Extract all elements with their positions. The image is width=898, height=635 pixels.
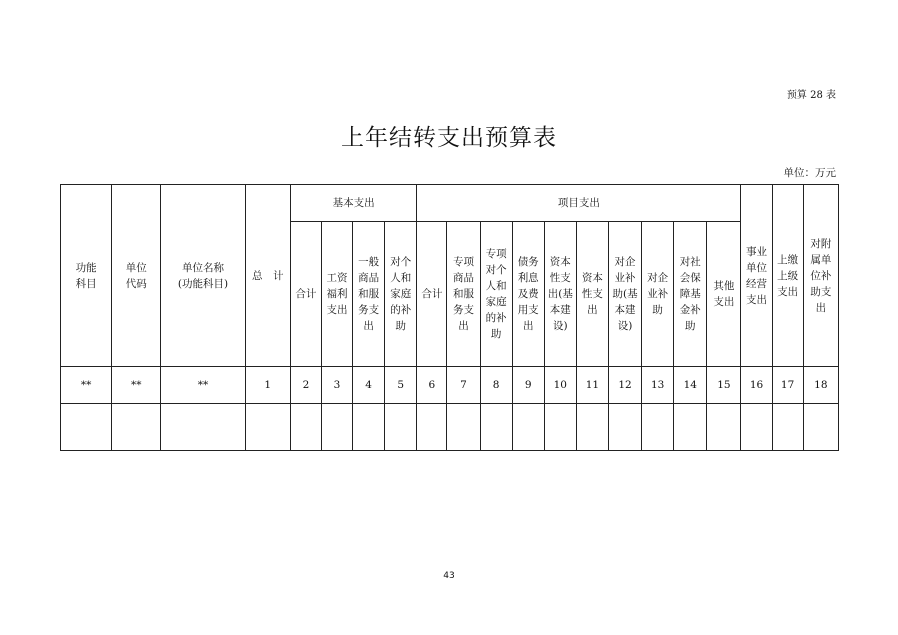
header-basic-expense: 基本支出 xyxy=(290,185,416,222)
index-cell: 1 xyxy=(245,367,290,404)
header-subsidy-affiliated: 对附 属单 位补 助支 出 xyxy=(803,185,838,367)
empty-cell xyxy=(417,404,447,451)
empty-cell xyxy=(245,404,290,451)
empty-cell xyxy=(803,404,838,451)
empty-cell xyxy=(576,404,608,451)
index-cell: ** xyxy=(112,367,161,404)
header-business-operation: 事业 单位 经营 支出 xyxy=(741,185,772,367)
budget-table xyxy=(60,184,839,451)
empty-cell xyxy=(385,404,417,451)
header-basic-household-subsidy: 对个 人和 家庭 的补 助 xyxy=(385,222,417,367)
header-basic-total: 合计 xyxy=(290,222,321,367)
header-project-enterprise-subsidy: 对企 业补 助 xyxy=(642,222,674,367)
header-unit-code: 单位 代码 xyxy=(112,185,161,367)
header-project-total: 合计 xyxy=(417,222,447,367)
page-title: 上年结转支出预算表 xyxy=(341,125,557,151)
empty-cell xyxy=(480,404,512,451)
header-project-capital: 资本 性支 出 xyxy=(576,222,608,367)
form-number: 预算 28 表 xyxy=(786,90,836,101)
empty-cell xyxy=(608,404,641,451)
header-project-household-subsidy: 专项 对个 人和 家庭 的补 助 xyxy=(480,222,512,367)
unit-label: 单位：万元 xyxy=(783,167,836,179)
empty-cell xyxy=(544,404,576,451)
empty-cell xyxy=(772,404,803,451)
header-project-goods-services: 专项 商品 和服 务支 出 xyxy=(447,222,480,367)
header-function-subject: 功能 科目 xyxy=(61,185,112,367)
index-cell: 17 xyxy=(772,367,803,404)
page-number: 43 xyxy=(443,571,455,581)
index-cell: 16 xyxy=(741,367,772,404)
header-project-social-security: 对社 会保 障基 金补 助 xyxy=(674,222,707,367)
index-cell: 8 xyxy=(480,367,512,404)
index-cell: 18 xyxy=(803,367,838,404)
empty-cell xyxy=(112,404,161,451)
index-cell: 11 xyxy=(576,367,608,404)
index-cell: 9 xyxy=(512,367,544,404)
header-basic-salary: 工资 福利 支出 xyxy=(321,222,352,367)
index-cell: 5 xyxy=(385,367,417,404)
index-cell: 2 xyxy=(290,367,321,404)
index-cell: 13 xyxy=(642,367,674,404)
index-cell: 4 xyxy=(353,367,385,404)
empty-cell xyxy=(290,404,321,451)
index-cell: ** xyxy=(61,367,112,404)
index-cell: ** xyxy=(161,367,245,404)
empty-cell xyxy=(353,404,385,451)
empty-cell xyxy=(447,404,480,451)
index-cell: 7 xyxy=(447,367,480,404)
header-project-debt-interest: 债务 利息 及费 用支 出 xyxy=(512,222,544,367)
header-payment-upper: 上缴 上级 支出 xyxy=(772,185,803,367)
index-cell: 6 xyxy=(417,367,447,404)
index-cell: 3 xyxy=(321,367,352,404)
empty-cell xyxy=(161,404,245,451)
empty-cell xyxy=(642,404,674,451)
header-total: 总 计 xyxy=(245,185,290,367)
empty-cell xyxy=(512,404,544,451)
index-cell: 14 xyxy=(674,367,707,404)
header-project-other: 其他 支出 xyxy=(707,222,741,367)
header-project-capital-construction: 资本 性支 出(基 本建 设) xyxy=(544,222,576,367)
index-cell: 15 xyxy=(707,367,741,404)
header-basic-goods-services: 一般 商品 和服 务支 出 xyxy=(353,222,385,367)
empty-cell xyxy=(61,404,112,451)
empty-cell xyxy=(674,404,707,451)
header-project-expense: 项目支出 xyxy=(417,185,741,222)
index-cell: 12 xyxy=(608,367,641,404)
index-cell: 10 xyxy=(544,367,576,404)
header-project-enterprise-construction: 对企 业补 助(基 本建 设) xyxy=(608,222,641,367)
empty-cell xyxy=(741,404,772,451)
empty-cell xyxy=(707,404,741,451)
empty-cell xyxy=(321,404,352,451)
table-row xyxy=(61,404,839,451)
header-unit-name: 单位名称 (功能科目) xyxy=(161,185,245,367)
table-row xyxy=(61,367,839,404)
